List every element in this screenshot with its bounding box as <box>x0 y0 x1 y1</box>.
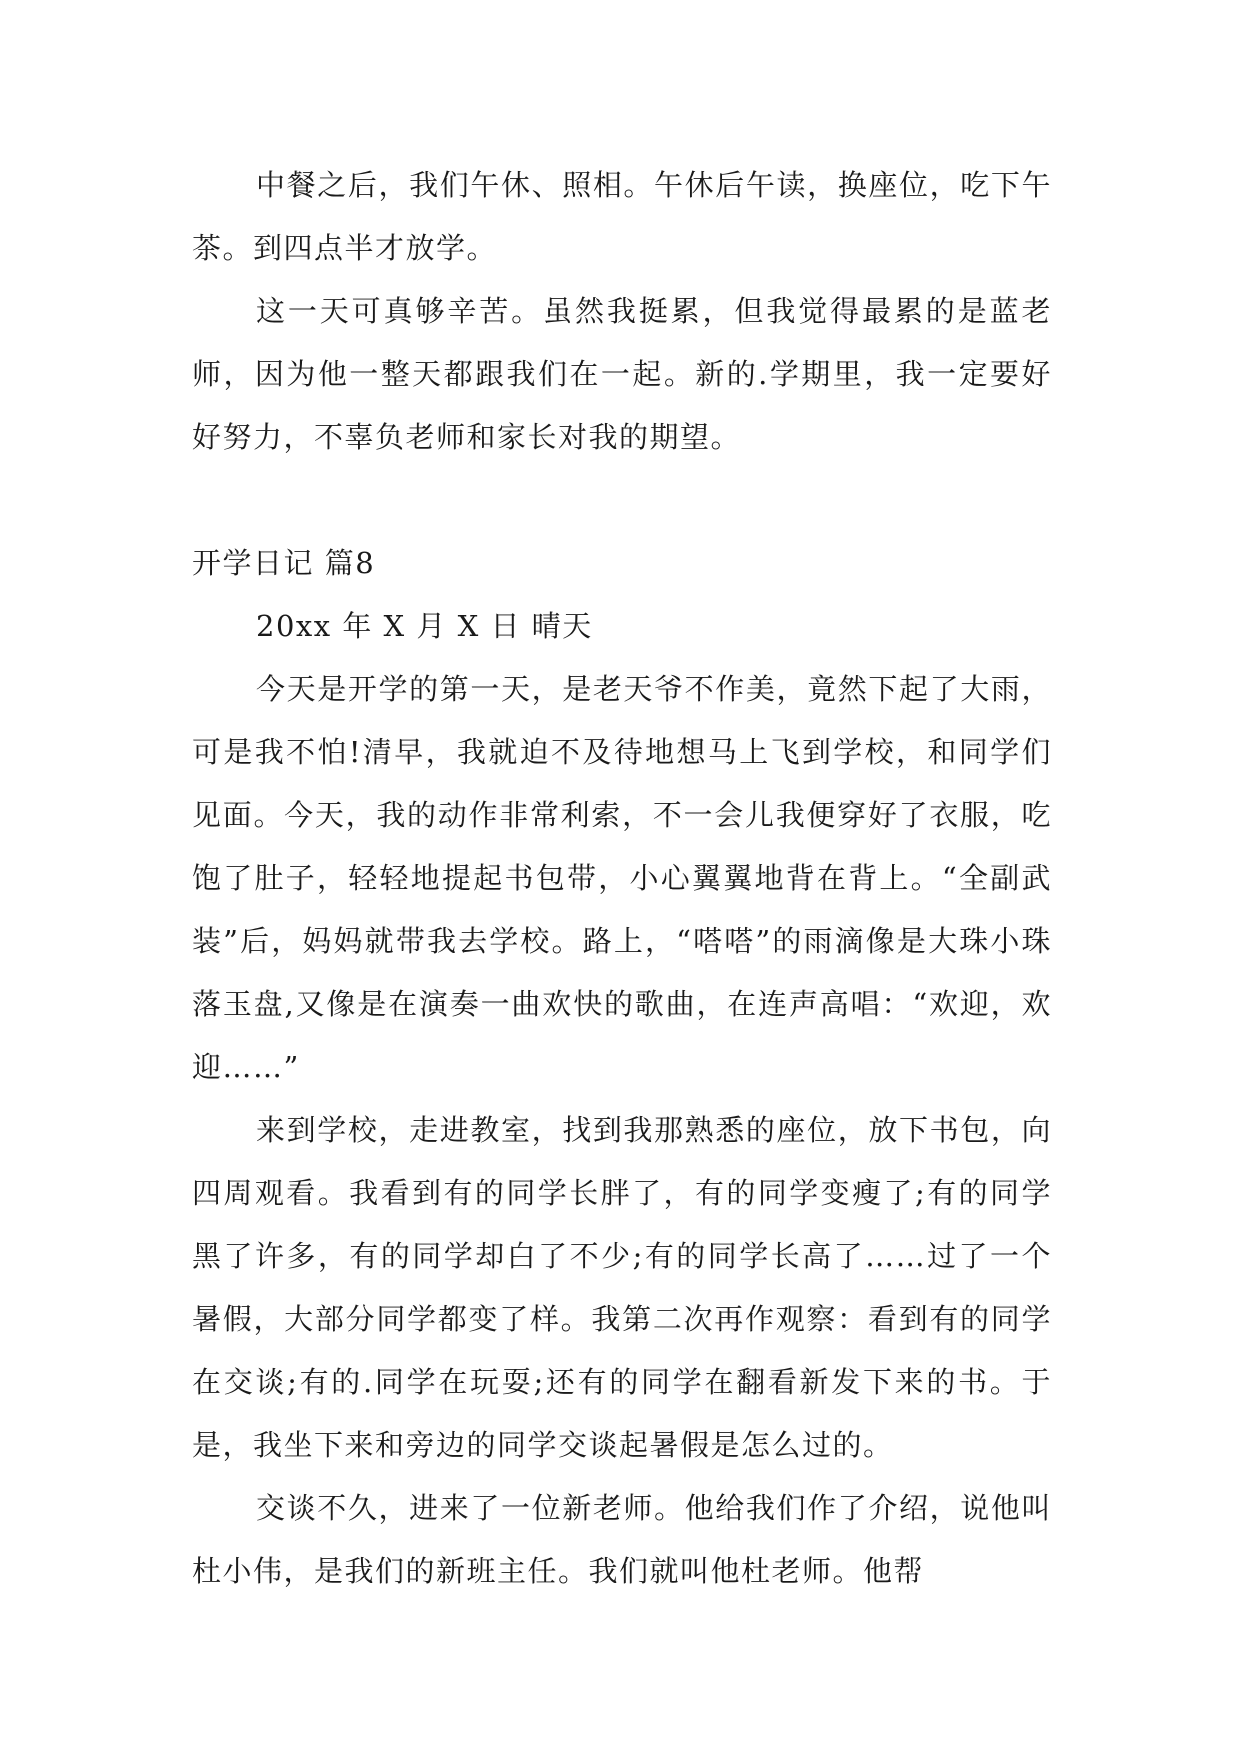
paragraph-new-teacher: 交谈不久，进来了一位新老师。他给我们作了介绍，说他叫杜小伟，是我们的新班主任。我们就叫他杜老师。他帮 <box>192 1491 1052 1588</box>
document-body <box>192 154 1052 1603</box>
section-spacer <box>192 469 1052 532</box>
paragraph-first-day: 今天是开学的第一天，是老天爷不作美，竟然下起了大雨，可是我不怕!清早，我就迫不及待地想马上飞到学校，和同学们见面。今天，我的动作非常利索，不一会儿我便穿好了衣服，吃饱了肚子，轻轻地提起书包带，小心翼翼地背在背上。“全副武装”后，妈妈就带我去学校。路上，“嗒嗒”的雨滴像是大珠小珠落玉盘,又像是在演奏一曲欢快的歌曲，在连声高唱：“欢迎，欢迎……” <box>192 672 1052 1084</box>
diary-date-line: 20xx 年 X 月 X 日 晴天 <box>256 609 593 643</box>
section-title: 开学日记 篇8 <box>192 546 376 580</box>
paragraph-classroom: 来到学校，走进教室，找到我那熟悉的座位，放下书包，向四周观看。我看到有的同学长胖了，有的同学变瘦了;有的同学黑了许多，有的同学却白了不少;有的同学长高了……过了一个暑假，大部分同学都变了样。我第二次再作观察：看到有的同学在交谈;有的.同学在玩耍;还有的同学在翻看新发下来的书。于是，我坐下来和旁边的同学交谈起暑假是怎么过的。 <box>192 1113 1052 1462</box>
paragraph-tired-day: 这一天可真够辛苦。虽然我挺累，但我觉得最累的是蓝老师，因为他一整天都跟我们在一起。新的.学期里，我一定要好好努力，不辜负老师和家长对我的期望。 <box>192 294 1052 454</box>
paragraph-lunch: 中餐之后，我们午休、照相。午休后午读，换座位，吃下午茶。到四点半才放学。 <box>192 168 1052 265</box>
